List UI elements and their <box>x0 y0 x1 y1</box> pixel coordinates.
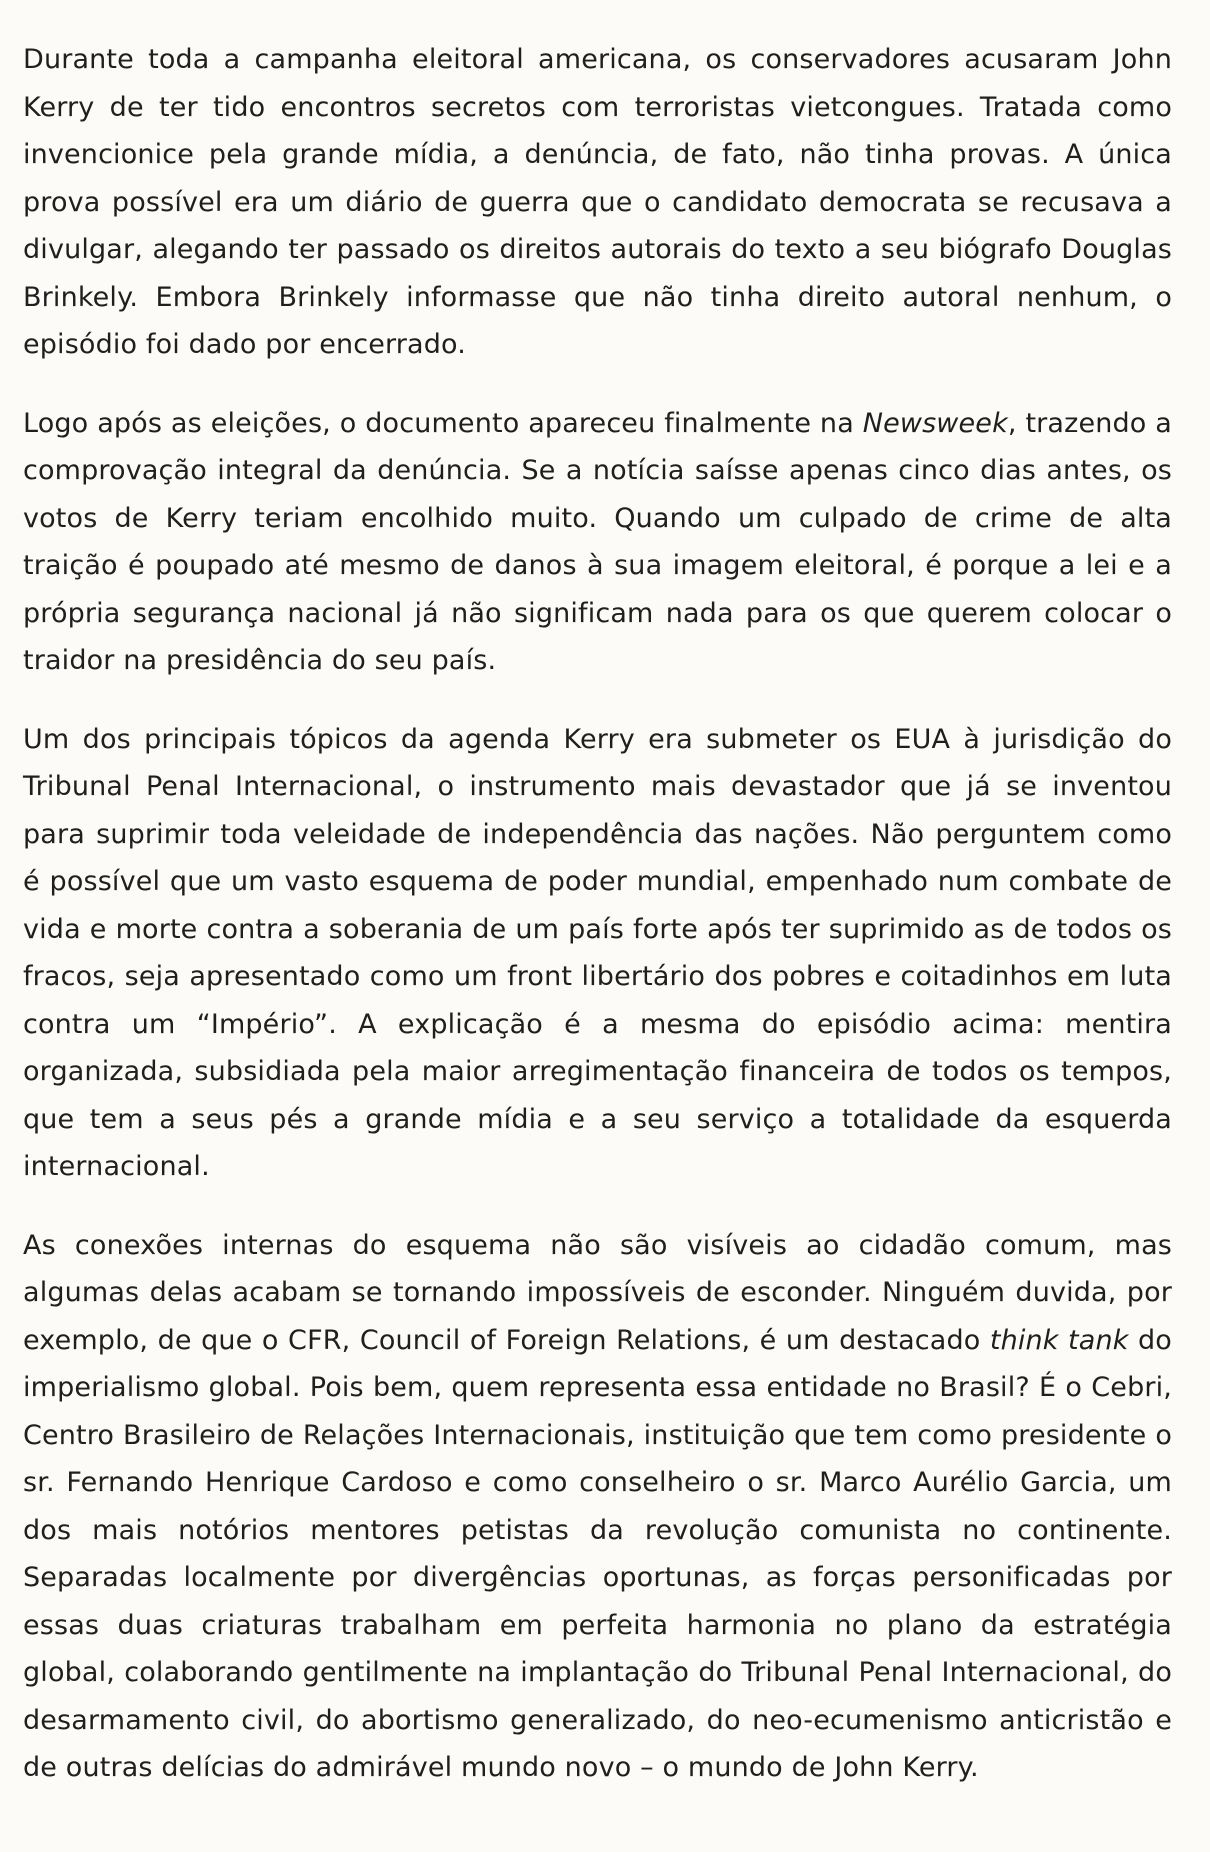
newsweek-italic: Newsweek <box>862 407 1008 439</box>
paragraph-4 <box>23 1222 1172 1792</box>
paragraph-2-text-before: Logo após as eleições, o documento apareceu finalmente na <box>23 407 863 439</box>
paragraph-2-text-after: , trazendo a comprovação integral da denúncia. Se a notícia saísse apenas cinco dias antes, os votos de Kerry teriam encolhido muito. Quando um culpado de crime de alta traição é poupado até mesmo de danos à sua imagem eleitoral, é porque a lei e a própria segurança nacional já não significam nada para os que querem colocar o traidor na presidência do seu país. <box>23 407 1172 676</box>
paragraph-4-text-after: do imperialismo global. Pois bem, quem representa essa entidade no Brasil? É o Cebri, Centro Brasileiro de Relações Internacionais, instituição que tem como presidente o sr. Fernando Henrique Cardoso e como conselheiro o sr. Marco Aurélio Garcia, um dos mais notórios mentores petistas da revolução comunista no continente. Separadas localmente por divergências oportunas, as forças personificadas por essas duas criaturas trabalham em perfeita harmonia no plano da estratégia global, colaborando gentilmente na implantação do Tribunal Penal Internacional, do desarmamento civil, do abortismo generalizado, do neo-ecumenismo anticristão e de outras delícias do admirável mundo novo – o mundo de John Kerry. <box>23 1324 1172 1783</box>
paragraph-1 <box>23 36 1172 369</box>
paragraph-3-text: Um dos principais tópicos da agenda Kerry era submeter os EUA à jurisdição do Tribunal Penal Internacional, o instrumento mais devastador que já se inventou para suprimir toda veleidade de independência das nações. Não perguntem como é possível que um vasto esquema de poder mundial, empenhado num combate de vida e morte contra a soberania de um país forte após ter suprimido as de todos os fracos, seja apresentado como um front libertário dos pobres e coitadinhos em luta contra um “Império”. A explicação é a mesma do episódio acima: mentira organizada, subsidiada pela maior arregimentação financeira de todos os tempos, que tem a seus pés a grande mídia e a seu serviço a totalidade da esquerda internacional. <box>23 723 1172 1182</box>
paragraph-1-text: Durante toda a campanha eleitoral americana, os conservadores acusaram John Kerry de ter tido encontros secretos com terroristas vietcongues. Tratada como invencionice pela grande mídia, a denúncia, de fato, não tinha provas. A única prova possível era um diário de guerra que o candidato democrata se recusava a divulgar, alegando ter passado os direitos autorais do texto a seu biógrafo Douglas Brinkely. Embora Brinkely informasse que não tinha direito autoral nenhum, o episódio foi dado por encerrado. <box>23 44 1172 360</box>
paragraph-2 <box>23 400 1172 685</box>
think-tank-italic: think tank <box>989 1324 1129 1356</box>
paragraph-3 <box>23 716 1172 1191</box>
paragraph-4-text-before: As conexões internas do esquema não são visíveis ao cidadão comum, mas algumas delas acabam se tornando impossíveis de esconder. Ninguém duvida, por exemplo, de que o CFR, Council of Foreign Relations, é um destacado <box>23 1229 1172 1356</box>
